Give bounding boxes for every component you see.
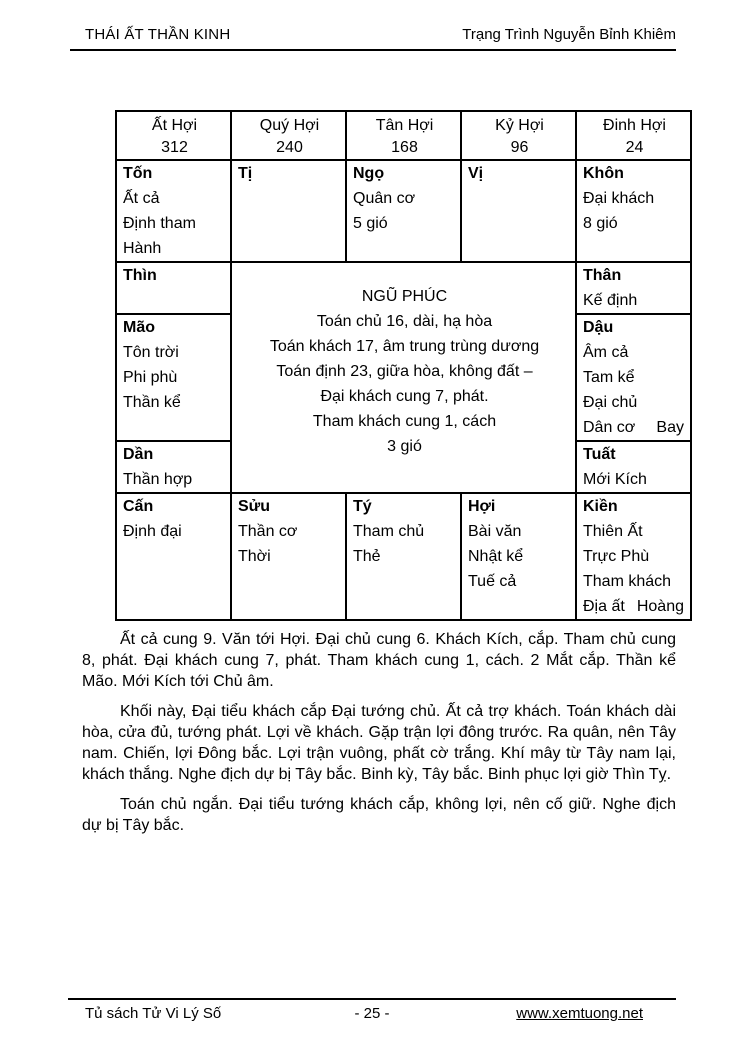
cell-than bbox=[576, 262, 691, 314]
cell-heading: Hợi bbox=[468, 498, 496, 515]
year-value: 168 bbox=[391, 139, 418, 156]
year-name: Kỷ Hợi bbox=[495, 117, 544, 134]
cell-khon bbox=[576, 160, 691, 262]
footer-website-link[interactable]: www.xemtuong.net bbox=[516, 1005, 643, 1022]
cell-line: Ất cả bbox=[123, 190, 160, 207]
cell-heading: Mão bbox=[123, 319, 155, 336]
cell-ti bbox=[231, 160, 346, 262]
body-text bbox=[82, 629, 676, 845]
center-line: Toán định 23, giữa hòa, không đất – bbox=[276, 363, 533, 380]
cell-heading: Khôn bbox=[583, 165, 624, 182]
cell-line: Nhật kể bbox=[468, 548, 524, 565]
cell-line bbox=[583, 594, 686, 619]
center-line: Toán khách 17, âm trung trùng dương bbox=[269, 338, 540, 355]
cell-line: Đại khách bbox=[583, 190, 655, 207]
cell-line: Hành bbox=[123, 240, 162, 257]
year-cell-at-hoi bbox=[116, 111, 231, 160]
cell-line-left: Địa ất bbox=[583, 598, 625, 615]
center-line: Tham khách cung 1, cách bbox=[312, 413, 497, 430]
center-title: NGŨ PHÚC bbox=[361, 288, 448, 305]
page-footer bbox=[68, 998, 676, 1022]
cell-heading: Ngọ bbox=[353, 165, 385, 182]
cell-line: Tham chủ bbox=[353, 523, 425, 540]
cell-heading: Tốn bbox=[123, 165, 153, 182]
cell-thin bbox=[116, 262, 231, 314]
cell-ton bbox=[116, 160, 231, 262]
year-name: Tân Hợi bbox=[375, 117, 434, 134]
cell-heading: Sửu bbox=[238, 498, 271, 515]
cell-line bbox=[583, 415, 686, 440]
cell-dan bbox=[116, 441, 231, 493]
cell-line: Thần kể bbox=[123, 394, 181, 411]
center-line: Toán chủ 16, dài, hạ hòa bbox=[316, 313, 493, 330]
year-cell-dinh-hoi bbox=[576, 111, 691, 160]
cell-line: Thẻ bbox=[353, 548, 381, 565]
cell-ngo bbox=[346, 160, 461, 262]
year-cell-ky-hoi bbox=[461, 111, 576, 160]
cell-heading: Dần bbox=[123, 446, 154, 463]
cell-line: Kế định bbox=[583, 292, 638, 309]
cell-heading: Thìn bbox=[123, 267, 157, 284]
cell-line: Mới Kích bbox=[583, 471, 647, 488]
paragraph-1: Ất cả cung 9. Văn tới Hợi. Đại chủ cung 6. Khách Kích, cắp. Tham chủ cung 8, phát. Đại khách cung 7, phát. Tham khách cung 1, cách. 2 Mắt cắp. Thần kể Mão. Mới Kích tới Chủ âm. bbox=[82, 631, 676, 690]
cell-heading: Vị bbox=[468, 165, 484, 182]
year-row bbox=[116, 111, 691, 160]
cell-line: Phi phù bbox=[123, 369, 178, 386]
footer-series-title: Tủ sách Tử Vi Lý Số bbox=[85, 1005, 222, 1022]
cell-line: Tôn trời bbox=[123, 344, 179, 361]
cell-heading: Tuất bbox=[583, 446, 616, 463]
footer-page-number: - 25 - bbox=[354, 1005, 390, 1022]
center-line: Đại khách cung 7, phát. bbox=[320, 388, 489, 405]
cell-line-right: Hoàng bbox=[636, 598, 684, 615]
cell-line: Định tham bbox=[123, 215, 196, 232]
author-name: Trạng Trình Nguyễn Bỉnh Khiêm bbox=[462, 26, 676, 43]
cell-heading: Cấn bbox=[123, 498, 154, 515]
cell-line: Tuế cả bbox=[468, 573, 517, 590]
year-value: 240 bbox=[276, 139, 303, 156]
cell-heading: Dậu bbox=[583, 319, 614, 336]
paragraph-2: Khối này, Đại tiểu khách cắp Đại tướng chủ. Ất cả trợ khách. Toán khách dài hòa, cửa đủ, tướng phát. Lợi về khách. Gặp trận lợi đông trước. Ra quân, nên Tây nam. Chiến, lợi Đông bắc. Lợi trận vuông, phất cờ trắng. Khí mây từ Tây nam lại, khách thắng. Nghe địch dự bị Tây bắc. Binh kỳ, Tây bắc. Binh phục lợi giờ Thìn Tỵ. bbox=[82, 703, 676, 783]
cell-heading: Tý bbox=[353, 498, 372, 515]
branch-row-top bbox=[116, 160, 691, 262]
year-value: 24 bbox=[625, 139, 644, 156]
cell-line: Thần hợp bbox=[123, 471, 193, 488]
cell-kien bbox=[576, 493, 691, 620]
book-title: THÁI ẤT THẦN KINH bbox=[85, 26, 231, 43]
cell-line: Tam kể bbox=[583, 369, 635, 386]
year-name: Ất Hợi bbox=[151, 117, 198, 134]
year-value: 312 bbox=[161, 139, 188, 156]
year-value: 96 bbox=[510, 139, 529, 156]
year-name: Quý Hợi bbox=[259, 117, 320, 134]
cell-hoi bbox=[461, 493, 576, 620]
cell-line-right: Bay bbox=[656, 419, 684, 436]
cell-line: Âm cả bbox=[583, 344, 629, 361]
year-cell-quy-hoi bbox=[231, 111, 346, 160]
cell-line: Quân cơ bbox=[353, 190, 416, 207]
cell-can bbox=[116, 493, 231, 620]
cell-line: Thần cơ bbox=[238, 523, 298, 540]
cell-heading: Tị bbox=[238, 165, 253, 182]
cell-line: Tham khách bbox=[583, 573, 672, 590]
cell-ty bbox=[346, 493, 461, 620]
year-cell-tan-hoi bbox=[346, 111, 461, 160]
cell-line: Định đại bbox=[123, 523, 182, 540]
cell-heading: Kiền bbox=[583, 498, 618, 515]
cell-line: 8 gió bbox=[583, 215, 618, 232]
cell-tuat bbox=[576, 441, 691, 493]
cell-line: 5 gió bbox=[353, 215, 388, 232]
page-header bbox=[70, 26, 676, 51]
paragraph-3: Toán chủ ngắn. Đại tiểu tướng khách cắp, không lợi, nên cố giữ. Nghe địch dự bị Tây bắc. bbox=[82, 796, 676, 834]
cell-mao bbox=[116, 314, 231, 441]
cell-suu bbox=[231, 493, 346, 620]
branch-row-bottom bbox=[116, 493, 691, 620]
cell-ngu-phuc bbox=[231, 262, 576, 493]
cell-dau bbox=[576, 314, 691, 441]
cell-line: Thiên Ất bbox=[583, 523, 643, 540]
cell-heading: Thân bbox=[583, 267, 622, 284]
thai-at-chart-table bbox=[115, 110, 692, 621]
center-line: 3 gió bbox=[387, 438, 422, 455]
cell-line: Đại chủ bbox=[583, 394, 638, 411]
year-name: Đinh Hợi bbox=[603, 117, 666, 134]
cell-line-left: Dân cơ bbox=[583, 419, 636, 436]
cell-line: Bài văn bbox=[468, 523, 522, 540]
cell-line: Thời bbox=[238, 548, 271, 565]
cell-line: Trực Phù bbox=[583, 548, 650, 565]
cell-vi bbox=[461, 160, 576, 262]
